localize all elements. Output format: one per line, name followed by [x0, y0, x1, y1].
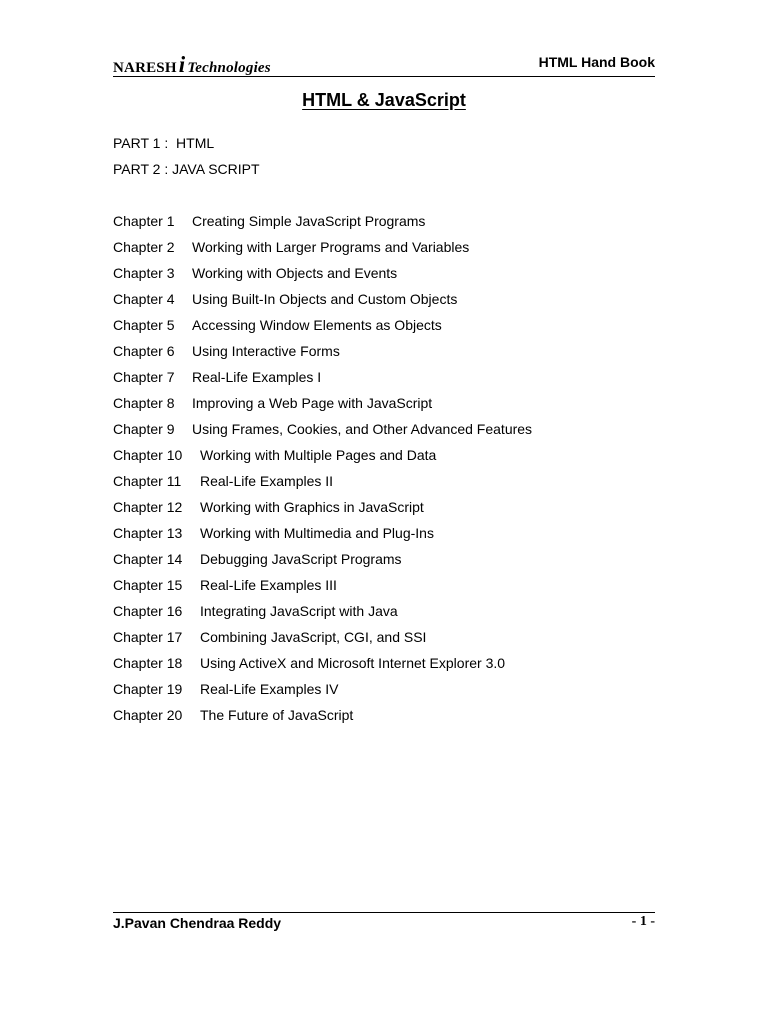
chapter-title: Accessing Window Elements as Objects: [192, 317, 442, 333]
chapter-item: [113, 681, 532, 707]
chapter-item: [113, 603, 532, 629]
author-name: J.Pavan Chendraa Reddy: [113, 915, 282, 931]
chapter-item: [113, 551, 532, 577]
chapter-title: Working with Graphics in JavaScript: [200, 499, 424, 515]
chapter-number: Chapter 19: [113, 681, 183, 697]
chapter-title: Working with Objects and Events: [192, 265, 398, 281]
chapter-title: Real-Life Examples II: [200, 473, 334, 489]
document-title-container: [0, 90, 768, 111]
chapter-number: Chapter 20: [113, 707, 183, 723]
chapter-title: Combining JavaScript, CGI, and SSI: [200, 629, 427, 645]
chapter-item: [113, 707, 532, 733]
chapter-item: [113, 499, 532, 525]
chapter-item: [113, 265, 532, 291]
chapter-number: Chapter 12: [113, 499, 183, 515]
part-item: PART 1 : HTML: [113, 135, 215, 151]
part-item: PART 2 : JAVA SCRIPT: [113, 161, 260, 177]
chapter-title: The Future of JavaScript: [200, 707, 354, 723]
brand-name: NARESH: [113, 60, 177, 76]
chapter-title: Creating Simple JavaScript Programs: [192, 213, 426, 229]
chapter-item: [113, 343, 532, 369]
chapter-item: [113, 447, 532, 473]
chapter-title: Using Built-In Objects and Custom Objects: [192, 291, 458, 307]
chapter-number: Chapter 7: [113, 369, 175, 385]
page-footer: [113, 912, 655, 937]
chapter-list: [113, 213, 532, 733]
chapter-title: Integrating JavaScript with Java: [200, 603, 398, 619]
page-header: [113, 50, 655, 77]
chapter-number: Chapter 5: [113, 317, 175, 333]
chapter-number: Chapter 16: [113, 603, 183, 619]
chapter-title: Working with Multiple Pages and Data: [200, 447, 437, 463]
chapter-title: Real-Life Examples IV: [200, 681, 339, 697]
chapter-number: Chapter 10: [113, 447, 183, 463]
chapter-number: Chapter 3: [113, 265, 175, 281]
chapter-title: Real-Life Examples III: [200, 577, 337, 593]
chapter-title: Working with Multimedia and Plug-Ins: [200, 525, 434, 541]
chapter-item: [113, 395, 532, 421]
chapter-number: Chapter 15: [113, 577, 183, 593]
parts-list: [113, 135, 260, 187]
chapter-title: Using ActiveX and Microsoft Internet Explorer 3.0: [200, 655, 506, 671]
brand-logo: [113, 52, 271, 78]
chapter-title: Using Interactive Forms: [192, 343, 340, 359]
document-title: HTML & JavaScript: [302, 90, 466, 110]
chapter-number: Chapter 2: [113, 239, 175, 255]
chapter-item: [113, 317, 532, 343]
chapter-item: [113, 213, 532, 239]
chapter-number: Chapter 18: [113, 655, 183, 671]
chapter-number: Chapter 17: [113, 629, 183, 645]
chapter-title: Using Frames, Cookies, and Other Advanced Features: [192, 421, 533, 437]
chapter-item: [113, 239, 532, 265]
chapter-item: [113, 629, 532, 655]
chapter-title: Real-Life Examples I: [192, 369, 322, 385]
chapter-title: Working with Larger Programs and Variables: [192, 239, 470, 255]
page-number: - 1 -: [631, 914, 655, 929]
chapter-item: [113, 525, 532, 551]
header-book-title: HTML Hand Book: [538, 54, 655, 70]
chapter-number: Chapter 13: [113, 525, 183, 541]
chapter-item: [113, 421, 532, 447]
chapter-title: Debugging JavaScript Programs: [200, 551, 402, 567]
chapter-number: Chapter 4: [113, 291, 175, 307]
chapter-item: [113, 577, 532, 603]
chapter-number: Chapter 11: [113, 473, 182, 489]
chapter-number: Chapter 1: [113, 213, 175, 229]
brand-tech: Technologies: [187, 60, 271, 76]
chapter-number: Chapter 14: [113, 551, 183, 567]
chapter-number: Chapter 6: [113, 343, 175, 359]
chapter-item: [113, 369, 532, 395]
brand-i: i: [178, 52, 186, 77]
chapter-number: Chapter 9: [113, 421, 175, 437]
chapter-item: [113, 291, 532, 317]
chapter-title: Improving a Web Page with JavaScript: [192, 395, 433, 411]
chapter-number: Chapter 8: [113, 395, 175, 411]
chapter-item: [113, 655, 532, 681]
chapter-item: [113, 473, 532, 499]
